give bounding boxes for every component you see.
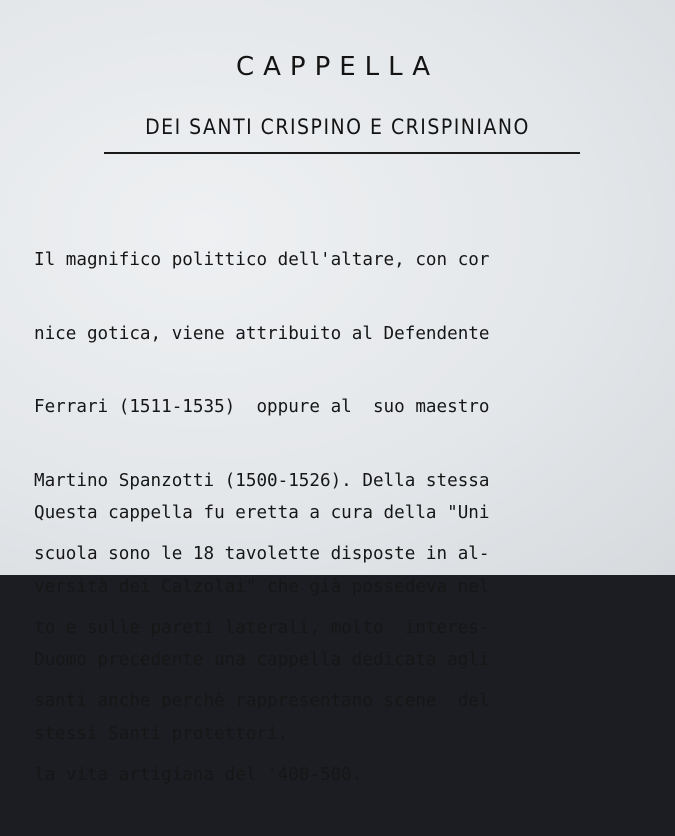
text-line: versità dei Calzolai" che già possedeva nel bbox=[34, 576, 490, 597]
subtitle-underline bbox=[104, 152, 580, 154]
text-line: Questa cappella fu eretta a cura della "Uni bbox=[34, 503, 490, 523]
text-line: scuola sono le 18 tavolette disposte in al- bbox=[34, 544, 490, 564]
text-line: to e sulle pareti laterali, molto interes- bbox=[34, 617, 490, 638]
text-line: stessi Santi protettori. bbox=[34, 723, 289, 744]
text-line: nice gotica, viene attribuito al Defendente bbox=[34, 323, 490, 344]
text-line: Martino Spanzotti (1500-1526). Della stessa bbox=[34, 470, 490, 491]
plaque-title: CAPPELLA bbox=[235, 52, 440, 82]
plaque-subtitle: DEI SANTI CRISPINO E CRISPINIANO bbox=[145, 115, 530, 139]
text-line: Ferrari (1511-1535) oppure al suo maestro bbox=[34, 397, 490, 417]
text-line: santi anche perchè rappresentano scene del bbox=[34, 691, 490, 711]
text-line: Duomo precedente una cappella dedicata agli bbox=[34, 650, 490, 670]
text-line: Il magnifico polittico dell'altare, con cor bbox=[34, 250, 490, 270]
text-line: la vita artigiana del '400-500. bbox=[34, 764, 363, 785]
paragraph-history bbox=[34, 452, 664, 795]
